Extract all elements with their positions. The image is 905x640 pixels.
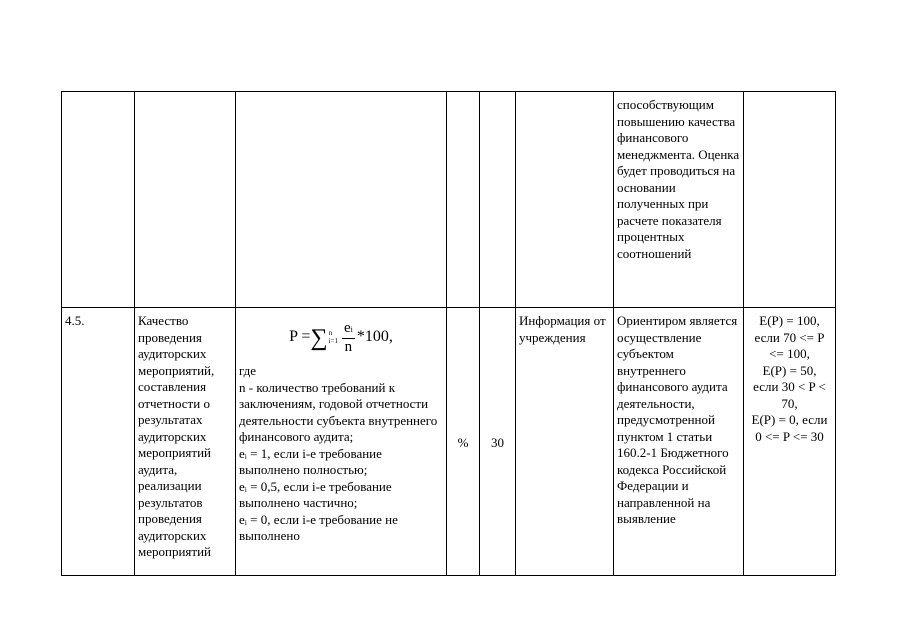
cell-empty-weight [480,92,516,308]
scoring-line: E(P) = 100, [759,313,820,328]
cell-source: Информация от учреждения [516,308,614,576]
cell-indicator-name: Качество проведения аудиторских мероприятий, составления отчетности о результатах аудиторских мероприятий аудита, реализации результатов проведения аудиторских мероприятий [135,308,236,576]
definition-e-partial: eᵢ = 0,5, если i-е требование выполнено частично; [239,478,392,510]
table-row-continued [62,92,836,308]
cell-description: Ориентиром является осуществление субъектом внутреннего финансового аудита деятельности, предусмотренной пунктом 1 статьи 160.2-1 Бюджетного кодекса Российской Федерации и направленной на выявление [614,308,744,576]
fraction-denominator: n [344,338,353,355]
scoring-line: если 30 < P < [753,379,826,394]
cell-unit: % [447,308,480,576]
formula [239,315,443,359]
scoring-line: 70, [781,395,798,411]
table-row-4-5 [62,308,836,576]
cell-formula [236,308,447,576]
scoring-line: E(P) = 50, [762,362,817,378]
cell-empty-unit [447,92,480,308]
definition-e-none: eᵢ = 0, если i-е требование не выполнено [239,511,398,543]
fraction [342,320,355,355]
definition-e-full: eᵢ = 1, если i-е требование выполнено полностью; [239,445,382,477]
fraction-numerator: ei [342,320,355,339]
sum-upper: n [328,329,333,337]
cell-empty-source [516,92,614,308]
cell-empty-name [135,92,236,308]
sigma-symbol: ∑ [310,324,328,351]
cell-indicator-note: способствующим повышению качества финансового менеджмента. Оценка будет проводиться на основании полученных при расчете показателя процентных соотношений [614,92,744,308]
where-label: где [239,363,257,378]
scoring-line: 0 <= P <= 30 [755,428,824,444]
cell-empty-scoring [744,92,836,308]
sum-limits [329,329,338,345]
sum-lower: i=1 [328,337,338,345]
cell-weight: 30 [480,308,516,576]
scoring-line: если 70 <= P [754,329,825,345]
cell-number: 4.5. [62,308,135,576]
formula-tail: *100, [356,327,393,345]
definition-n: n - количество требований к заключениям, годовой отчетности деятельности субъекта внутреннего финансового аудита; [239,379,438,444]
cell-empty-number [62,92,135,308]
cell-empty-formula [236,92,447,308]
formula-lhs: P = [289,327,311,345]
cell-scoring [744,308,836,576]
indicator-table [61,91,836,576]
scoring-line: <= 100, [769,346,810,361]
scoring-line: E(P) = 0, если [751,412,828,427]
